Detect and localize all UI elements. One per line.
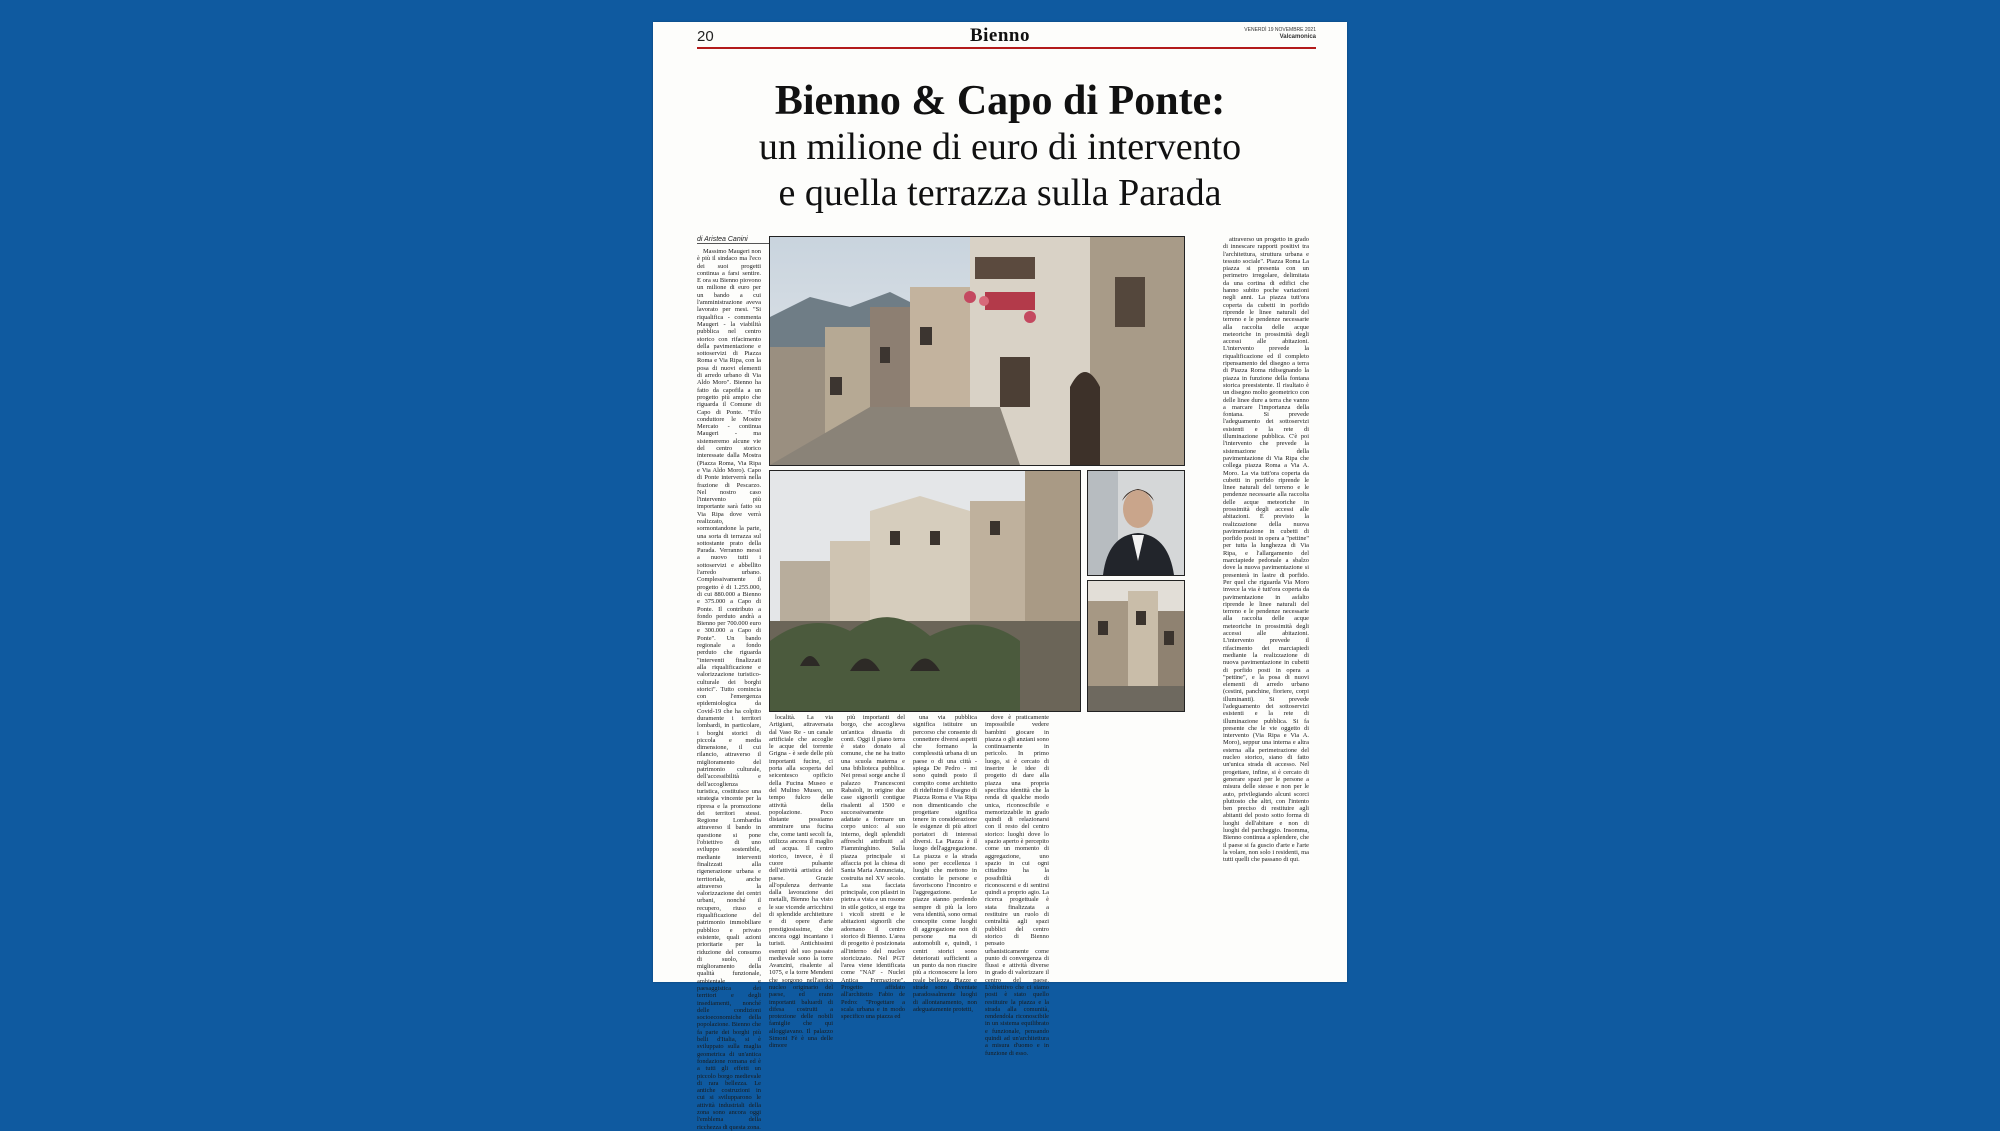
headline-line-2: un milione di euro di intervento: [758, 126, 1242, 168]
headline-line-3: e quella terrazza sulla Parada: [778, 172, 1222, 214]
headline-line-1: Bienno & Capo di Ponte:: [774, 78, 1226, 124]
issue-date: VENERDÌ 19 NOVEMBRE 2021: [1244, 27, 1316, 33]
masthead-rule: [697, 47, 1316, 49]
byline: di Aristea Canini: [697, 236, 777, 244]
column-3: [841, 714, 905, 1021]
village-street-photo: [769, 236, 1185, 466]
column-6: [1223, 236, 1309, 972]
column-2-text: località. La via Artigiani, attraversata dal Vaso Re - un canale artificiale che accoglie le acque del torrente Grigna - è sede delle più importanti fucine, ci porta alla scoperta del seicentesco opificio della Fucina Museo e del Mulino Museo, un tempo fulcro delle attività della popolazione. Poco distante possiamo ammirare una fucina che, come tanti secoli fa, utilizza ancora il maglio ad acqua. Il centro storico, invece, è il cuore pulsante dell'attività artistica del paese. Grazie all'opulenza derivante dalla lavorazione dei metalli, Bienno ha visto le sue vicende arricchirsi di splendide architetture e di opere d'arte prestigiosissime, che ancora oggi incantano i turisti. Antichissimi esempi del suo passato medievale sono la torre Avanzini, risalente al 1075, e la torre Mendeni che sorgono nell'antico nucleo originario del paese, ed erano importanti baluardi di difesa costruiti a protezione delle nobili famiglie che qui alloggiavano. Il palazzo Simoni Fè è una delle dimore: [769, 714, 833, 1050]
column-4-text: una via pubblica significa istituire un percorso che consente di connettere diversi aspetti che formano la complessità urbana di un paese o di una città - spiega De Pedro - mi sono quindi posto il compito come architetto di ridefinire il disegno di Piazza Roma e Via Ripa non dimenticando che progettare significa tenere in considerazione le esigenze di più attori portatori di interessi diversi. La Piazza è il luogo dell'aggregazione. La piazza e la strada sono per eccellenza i luoghi che mettono in contatto le persone e favoriscono l'incontro e l'aggregazione. Le piazze stanno perdendo sempre di più la loro vera identità, sono ormai concepite come luoghi di aggregazione non di persone ma di automobili e, quindi, i centri storici sono deteriorati sufficienti a un punto da non riuscire più a riconoscere la loro reale bellezza. Piazze e strade sono diventate paradossalmente luoghi di allontanamento, non adeguatamente protetti,: [913, 714, 977, 1013]
column-4: [913, 714, 977, 1013]
column-1-text: Massimo Maugeri non è più il sindaco ma l'eco dei suoi progetti continua a farsi sentire. E ora su Bienno piovono un milione di euro per un bando a cui l'amministrazione aveva lavorato per mesi. "Si riqualifica - commenta Maugeri - la viabilità pubblica nel centro storico con rifacimento della pavimentazione e sottoservizi di Piazza Roma e Via Ripa, con la posa di nuovi elementi di arredo urbano di Via Aldo Moro". Bienno ha fatto da capofila a un progetto più ampio che riguarda il Comune di Capo di Ponte. "Filo conduttore le Mostre Mercato - continua Maugeri - ma sistemeremo alcune vie del centro storico interessate dalla Mostra (Piazza Roma, Via Ripa e Via Aldo Moro). Capo di Ponte interverrà nella frazione di Pescarzo. Nel nostro caso l'intervento più importante sarà fatto su Via Ripa dove verrà realizzato, sormontandone la parte, una sorta di terrazza sul sottostante prato della Parada. Verranno messi a nuovo tutti i sottoservizi e abbellito l'arredo urbano. Complessivamente il progetto è di 1.255.000, di cui 880.000 a Bienno e 375.000 a Capo di Ponte. Il contributo a fondo perduto andrà a Bienno per 700.000 euro e 300.000 a Capo di Ponte". Un bando regionale a fondo perduto che riguarda "interventi finalizzati alla riqualificazione e valorizzazione turistico-culturale dei borghi storici". Tutto comincia con l'emergenza epidemiologica da Covid-19 che ha colpito duramente i territori lombardi, in particolare, i borghi storici di piccola e media dimensione, il cui rilancio, attraverso il miglioramento del patrimonio culturale, dell'accessibilità e dell'accoglienza turistica, costituisce una strategia vincente per la ripresa e la promozione dei territori stessi. Regione Lombardia attraverso il bando in questione si pone l'obiettivo di uno sviluppo sostenibile, mediante interventi finalizzati alla rigenerazione urbana e territoriale, anche attraverso la valorizzazione dei centri urbani, nonché il recupero, riuso e riqualificazione del patrimonio immobiliare pubblico e privato esistente, quali azioni prioritarie per la riduzione del consumo di suolo, il miglioramento della qualità funzionale, ambientale e paesaggistica dei territori e degli insediamenti, nonché delle condizioni socioeconomiche della popolazione. Bienno che fa parte dei borghi più belli d'Italia, si è sviluppato sulla maglia geometrica di un'antica fondazione romana ed è a tutti gli effetti un piccolo borgo medievale di rara bellezza. Le antiche costruzioni in cui si svilupparono le attività industriali della zona sono ancora oggi l'emblema della ricchezza di questa zona.: [697, 248, 761, 1131]
column-6-text: attraverso un progetto in grado di innescare rapporti positivi tra l'architettura, struttura urbana e tessuto sociale". Piazza Roma La piazza si presenta con un perimetro irregolare, delimitata da una cortina di edifici che hanno subito poche variazioni negli anni. La piazza tutt'ora coperta da cubetti in porfido riprende le linee naturali del terreno e le pendenze necessarie alla raccolta delle acque meteoriche in prossimità degli accessi alle abitazioni. L'intervento prevede la riqualificazione ed il completo ripensamento del disegno a terra di Piazza Roma ridisegnando la piazza in funzione della fontana storica preesistente. Il risultato è un disegno molto geometrico con delle linee dure a terra che vanno a marcare l'importanza della fontana. Si prevede l'adeguamento dei sottoservizi esistenti e la rete di illuminazione pubblica. C'è poi l'intervento che prevede la sistemazione della pavimentazione di Via Ripa che collega piazza Roma a Via A. Moro. La via tutt'ora coperta da cubetti in porfido riprende le linee naturali del terreno e le pendenze necessarie alla raccolta delle acque meteoriche in prossimità degli accessi alle abitazioni. È previsto la realizzazione della nuova pavimentazione in cubetti di porfido posti in opera a "pettine" per tutta la lunghezza di Via Ripa, e l'allargamento del marciapiede pedonale a sbalzo dove la nuova pavimentazione si presenterà in lastre di porfido. Per quel che riguarda Via Moro invece la via è tutt'ora coperta da pavimentazione in asfalto riprende le linee naturali del terreno e le pendenze necessarie alla raccolta delle acque meteoriche in prossimità degli accessi alle abitazioni. L'intervento prevede il rifacimento dei marciapiedi mediante la realizzazione di nuova pavimentazione in cubetti di porfido posti in opera a "pettine", e la posa di nuovi elementi di arredo urbano (cestini, panchine, fioriere, corpi illuminanti). Si prevede l'adeguamento dei sottoservizi esistenti e la rete di illuminazione pubblica. Si fa presente che le vie oggetto di intervento (Via Ripa e Via A. Moro), seppur una interna e altra esterna alla perimetrazione del nucleo storico, siano di fatto un'unica strada di accesso. Nel progettare, infine, si è cercato di generare spazi per le persone a misura delle stesse e non per le auto, privilegiando alcuni scorci pluttosto che altri, con l'intento ben preciso di restituire agli abitanti del posto sotto forma di luoghi dell'abitare e non di luoghi del parcheggio. Insomma, Bienno continua a splendere, che il paese si fa guscio d'arte e l'arte la volare, non solo i residenti, ma tutti quelli che passano di qui.: [1223, 236, 1309, 864]
alley-detail-photo: [1087, 580, 1185, 712]
section-masthead: Bienno: [969, 25, 1031, 46]
column-5-text: dove è praticamente impossibile vedere bambini giocare in piazza o gli anziani sono continuamente in pericolo. In primo luogo, si è cercato di inserire le idee di progetto di dare alla piazza una propria specifica identità che la renda di qualche modo unica, riconoscibile e memorizzabile in grado quindi di relazionarsi con il resto del centro storico: luoghi dove lo spazio aperto è percepito come un momento di aggregazione, uno spazio in cui ogni cittadino ha la possibilità di riconoscersi e di sentirsi quindi a proprio agio. La ricerca progettuale è stata finalizzata a restituire un ruolo di centralità agli spazi pubblici del centro storico di Bienno pensato urbanisticamente come punto di convergenza di flussi e attività diverse in grado di valorizzare il centro del paese. L'obiettivo che ci siamo posti è stato quello restituire la piazza e la strada alla comunità, rendendola riconoscibile in un sistema equilibrato e funzionale, pensando quindi ad un'architettura a misura d'uomo e in funzione di esso.: [985, 714, 1049, 1057]
article-headline: [653, 78, 1347, 216]
page-number: 20: [697, 28, 714, 45]
column-2: [769, 714, 833, 1050]
architect-portrait-photo: [1087, 470, 1185, 576]
column-1: [697, 248, 761, 1131]
publication-name: Valcamonica: [1279, 34, 1316, 40]
column-3-text: più importanti del borgo, che accoglieva un'antica dinastia di conti. Oggi il piano terra è stato donato al comune, che ne ha tratto una scuola materna e una biblioteca pubblica. Nei pressi sorge anche il palazzo Francesconi Rabaioli, in origine due case signorili contigue risalenti al 1500 e successivamente adattate a formare un corpo unico: al suo interno, degli splendidi affreschi attribuiti al Fiamminghino. Sulla piazza principale si affaccia poi la chiesa di Santa Maria Annunciata, costruita nel XV secolo. La sua facciata principale, con pilastri in pietra a vista e un rosone in stile gotico, si erge tra i vicoli stretti e le abitazioni signorili che adornano il centro storico di Bienno. L'area di progetto è posizionata all'interno del nucleo storicizzato. Nel PGT l'area viene identificata come "NAF - Nuclei Antica Formazione". Progetto affidato all'architetto Fabio de Pedro: "Progettare a scala urbana e in modo specifico una piazza ed: [841, 714, 905, 1021]
column-5: [985, 714, 1049, 1057]
dateline: [1244, 27, 1316, 41]
village-panorama-photo: [769, 470, 1081, 712]
newspaper-page: [653, 22, 1347, 1131]
